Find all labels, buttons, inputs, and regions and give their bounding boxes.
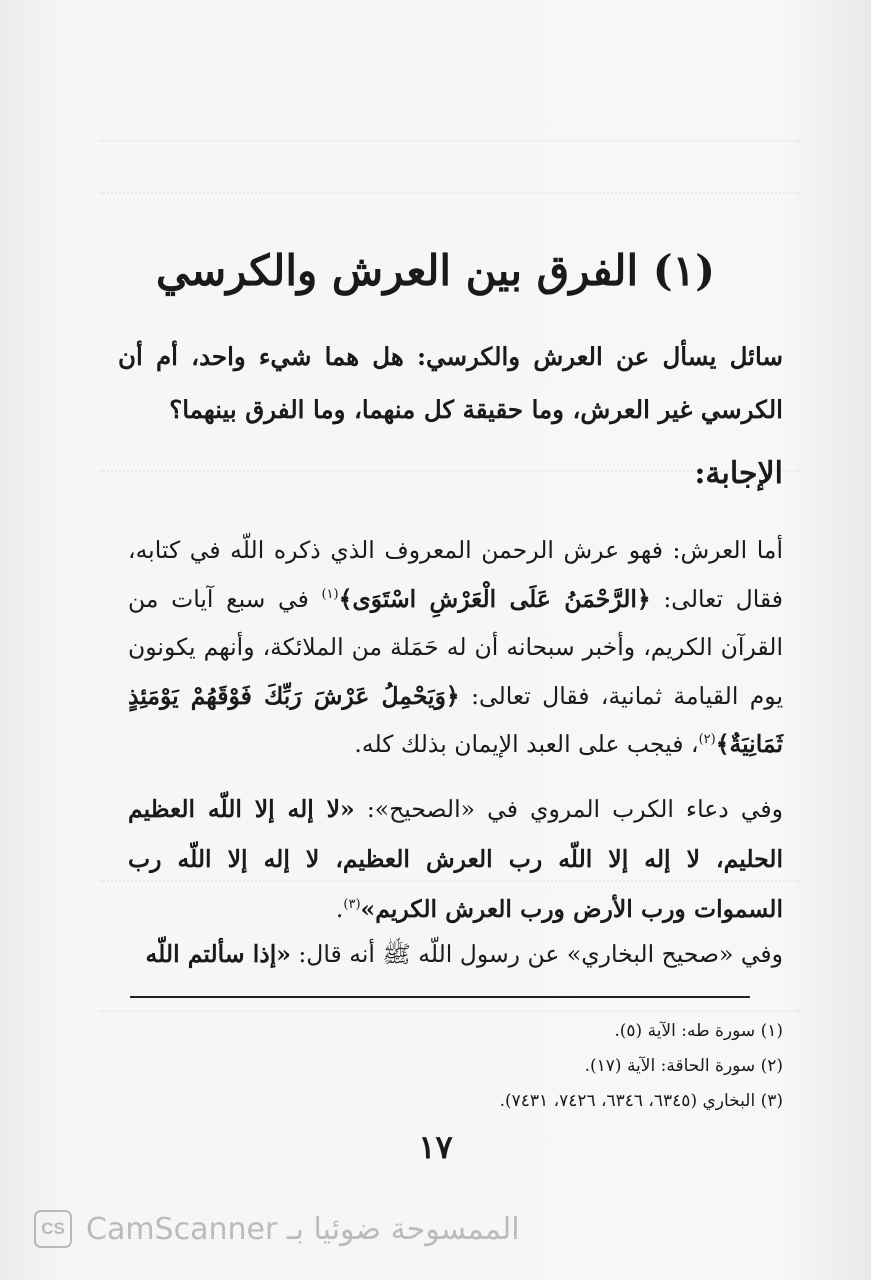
footnote-ref[interactable]: (٢) — [698, 732, 716, 748]
scanner-watermark — [34, 1206, 520, 1252]
hadith-quote: «إذا سألتم اللّه — [145, 940, 291, 968]
bleed-through-line — [100, 192, 800, 204]
bleed-through-line — [100, 140, 800, 152]
paragraph-throne — [128, 526, 783, 769]
text-segment: . — [335, 895, 344, 923]
page-number: ١٧ — [418, 1128, 453, 1166]
footnote-item: (١) سورة طه: الآية (٥). — [614, 1021, 783, 1041]
footnote-ref[interactable]: (٣) — [343, 897, 361, 913]
footnote-item: (٣) البخاري (٦٣٤٥، ٦٣٤٦، ٧٤٢٦، ٧٤٣١). — [499, 1091, 783, 1111]
text-segment: في سبع آيات من القرآن الكريم، وأخبر سبحانه أن له حَمَلة من الملائكة، وأنهم يكونون يوم القيامة ثمانية، فقال تعالى: — [128, 584, 783, 710]
watermark-text: CamScanner الممسوحة ضوئيا بـ — [86, 1211, 520, 1247]
footnotes-list — [143, 1014, 783, 1119]
answer-heading: الإجابة: — [694, 456, 783, 491]
paragraph-bukhari — [128, 930, 783, 979]
hadith-quote: «لا إله إلا اللّه العظيم الحليم، لا إله إلا اللّه رب العرش العظيم، لا إله إلا اللّه رب السموات ورب الأرض ورب العرش الكريم» — [128, 795, 783, 923]
text-segment: وفي دعاء الكرب المروي في «الصحيح»: — [354, 795, 783, 823]
question-text: سائل يسأل عن العرش والكرسي: هل هما شيء واحد، أم أن الكرسي غير العرش، وما حقيقة كل منهما، وما الفرق بينهما؟ — [118, 342, 783, 424]
page-title: (١) الفرق بين العرش والكرسي — [155, 246, 716, 295]
text-segment: أما العرش: فهو عرش الرحمن المعروف الذي ذكره اللّه في كتابه، فقال تعالى: — [128, 536, 784, 613]
quran-verse: ﴿وَيَحْمِلُ عَرْشَ رَبِّكَ فَوْقَهُمْ يَوْمَئِذٍ ثَمَانِيَةٌ﴾ — [128, 681, 783, 758]
footnote-ref[interactable]: (١) — [321, 586, 339, 602]
text-segment: وفي «صحيح البخاري» عن رسول اللّه ﷺ أنه قال: — [290, 940, 783, 968]
camscanner-logo-icon: CS — [34, 1210, 72, 1248]
paragraph-dua — [128, 784, 783, 934]
footnote-item: (٢) سورة الحاقة: الآية (١٧). — [584, 1056, 783, 1076]
text-segment: ، فيجب على العبد الإيمان بذلك كله. — [354, 730, 699, 758]
quran-verse: ﴿الرَّحْمَنُ عَلَى الْعَرْشِ اسْتَوَى﴾ — [338, 584, 651, 613]
footnote-divider — [130, 996, 750, 998]
